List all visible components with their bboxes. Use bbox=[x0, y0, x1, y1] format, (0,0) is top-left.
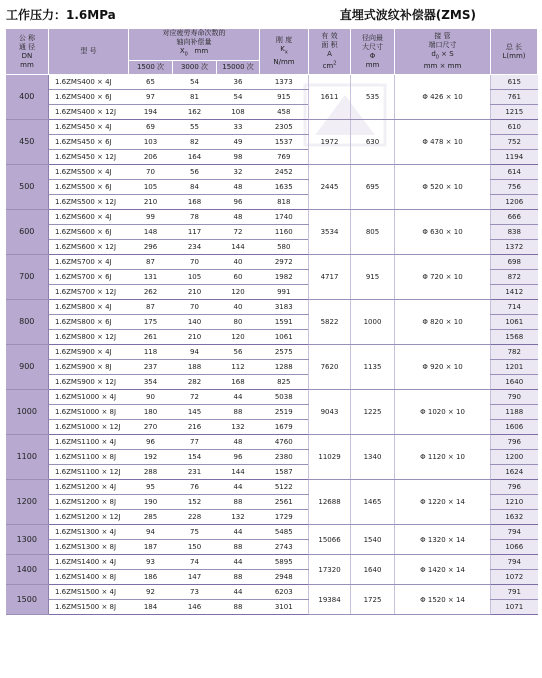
connection-cell: Φ 920 × 10 bbox=[395, 345, 491, 390]
x15000-cell: 40 bbox=[217, 300, 260, 315]
x15000-cell: 88 bbox=[217, 495, 260, 510]
diameter-cell: 695 bbox=[351, 165, 395, 210]
diameter-cell: 1135 bbox=[351, 345, 395, 390]
model-cell: 1.6ZMS1100 × 4J bbox=[49, 435, 129, 450]
model-cell: 1.6ZMS1200 × 12J bbox=[49, 510, 129, 525]
table-row bbox=[6, 480, 538, 495]
area-cell: 19384 bbox=[309, 585, 351, 615]
model-cell: 1.6ZMS1500 × 8J bbox=[49, 600, 129, 615]
length-cell: 756 bbox=[491, 180, 538, 195]
stiffness-cell: 3101 bbox=[260, 600, 309, 615]
model-cell: 1.6ZMS450 × 6J bbox=[49, 135, 129, 150]
area-cell: 7620 bbox=[309, 345, 351, 390]
model-cell: 1.6ZMS1300 × 8J bbox=[49, 540, 129, 555]
x3000-cell: 77 bbox=[173, 435, 217, 450]
x1500-cell: 69 bbox=[129, 120, 173, 135]
model-cell: 1.6ZMS400 × 6J bbox=[49, 90, 129, 105]
length-cell: 1624 bbox=[491, 465, 538, 480]
x3000-cell: 105 bbox=[173, 270, 217, 285]
area-cell: 12688 bbox=[309, 480, 351, 525]
x3000-cell: 168 bbox=[173, 195, 217, 210]
stiffness-cell: 6203 bbox=[260, 585, 309, 600]
x1500-cell: 94 bbox=[129, 525, 173, 540]
x3000-cell: 216 bbox=[173, 420, 217, 435]
length-cell: 838 bbox=[491, 225, 538, 240]
length-cell: 790 bbox=[491, 390, 538, 405]
x15000-cell: 44 bbox=[217, 525, 260, 540]
x3000-cell: 231 bbox=[173, 465, 217, 480]
diameter-cell: 805 bbox=[351, 210, 395, 255]
area-cell: 11029 bbox=[309, 435, 351, 480]
x1500-cell: 87 bbox=[129, 255, 173, 270]
model-cell: 1.6ZMS1200 × 4J bbox=[49, 480, 129, 495]
stiffness-cell: 2948 bbox=[260, 570, 309, 585]
area-cell: 5822 bbox=[309, 300, 351, 345]
x1500-cell: 288 bbox=[129, 465, 173, 480]
x1500-cell: 103 bbox=[129, 135, 173, 150]
area-cell: 3534 bbox=[309, 210, 351, 255]
area-cell: 1972 bbox=[309, 120, 351, 165]
compensation-header: 对应疲劳寿命次数的 轴向补偿量 $X_0$ mm bbox=[129, 29, 260, 61]
stiffness-cell: 915 bbox=[260, 90, 309, 105]
model-cell: 1.6ZMS600 × 12J bbox=[49, 240, 129, 255]
connection-cell: Φ 820 × 10 bbox=[395, 300, 491, 345]
dn-header: 公 称 通 径 DN mm bbox=[6, 29, 49, 75]
x15000-cell: 144 bbox=[217, 465, 260, 480]
x15000-cell: 168 bbox=[217, 375, 260, 390]
connection-cell: Φ 426 × 10 bbox=[395, 75, 491, 120]
x3000-cell: 78 bbox=[173, 210, 217, 225]
stiffness-cell: 991 bbox=[260, 285, 309, 300]
x15000-cell: 88 bbox=[217, 570, 260, 585]
x15000-cell: 108 bbox=[217, 105, 260, 120]
stiffness-cell: 1160 bbox=[260, 225, 309, 240]
connection-cell: Φ 1020 × 10 bbox=[395, 390, 491, 435]
table-row bbox=[6, 165, 538, 180]
x15000-cell: 44 bbox=[217, 480, 260, 495]
length-cell: 1215 bbox=[491, 105, 538, 120]
x15000-cell: 88 bbox=[217, 600, 260, 615]
stiffness-cell: 4760 bbox=[260, 435, 309, 450]
x3000-cell: 76 bbox=[173, 480, 217, 495]
dn-cell: 900 bbox=[6, 345, 49, 390]
diameter-cell: 1340 bbox=[351, 435, 395, 480]
diameter-cell: 1225 bbox=[351, 390, 395, 435]
stiffness-cell: 2972 bbox=[260, 255, 309, 270]
diameter-cell: 1540 bbox=[351, 525, 395, 555]
length-cell: 1072 bbox=[491, 570, 538, 585]
area-cell: 15066 bbox=[309, 525, 351, 555]
stiffness-cell: 2561 bbox=[260, 495, 309, 510]
stiffness-cell: 2575 bbox=[260, 345, 309, 360]
x1500-cell: 87 bbox=[129, 300, 173, 315]
x1500-cell: 190 bbox=[129, 495, 173, 510]
dn-cell: 500 bbox=[6, 165, 49, 210]
model-cell: 1.6ZMS1100 × 12J bbox=[49, 465, 129, 480]
length-cell: 796 bbox=[491, 480, 538, 495]
length-cell: 872 bbox=[491, 270, 538, 285]
x15000-cell: 98 bbox=[217, 150, 260, 165]
cycles-1500-header: 1500 次 bbox=[129, 61, 173, 75]
dn-cell: 600 bbox=[6, 210, 49, 255]
x3000-cell: 145 bbox=[173, 405, 217, 420]
stiffness-cell: 769 bbox=[260, 150, 309, 165]
length-cell: 614 bbox=[491, 165, 538, 180]
x15000-cell: 60 bbox=[217, 270, 260, 285]
diameter-header: 径向最 大尺寸 Φ mm bbox=[351, 29, 395, 75]
dn-cell: 450 bbox=[6, 120, 49, 165]
dn-cell: 700 bbox=[6, 255, 49, 300]
length-cell: 794 bbox=[491, 555, 538, 570]
stiffness-cell: 1537 bbox=[260, 135, 309, 150]
x15000-cell: 48 bbox=[217, 180, 260, 195]
x15000-cell: 120 bbox=[217, 285, 260, 300]
connection-cell: Φ 520 × 10 bbox=[395, 165, 491, 210]
x15000-cell: 112 bbox=[217, 360, 260, 375]
length-header: 总 长 L(mm) bbox=[491, 29, 538, 75]
x1500-cell: 262 bbox=[129, 285, 173, 300]
table-row bbox=[6, 390, 538, 405]
stiffness-cell: 1740 bbox=[260, 210, 309, 225]
table-row bbox=[6, 255, 538, 270]
model-cell: 1.6ZMS1100 × 8J bbox=[49, 450, 129, 465]
length-cell: 794 bbox=[491, 525, 538, 540]
length-cell: 1412 bbox=[491, 285, 538, 300]
x3000-cell: 82 bbox=[173, 135, 217, 150]
x1500-cell: 70 bbox=[129, 165, 173, 180]
dn-cell: 800 bbox=[6, 300, 49, 345]
length-cell: 1066 bbox=[491, 540, 538, 555]
model-cell: 1.6ZMS1400 × 8J bbox=[49, 570, 129, 585]
stiffness-cell: 1635 bbox=[260, 180, 309, 195]
connection-cell: Φ 1220 × 14 bbox=[395, 480, 491, 525]
x3000-cell: 55 bbox=[173, 120, 217, 135]
x1500-cell: 148 bbox=[129, 225, 173, 240]
x3000-cell: 210 bbox=[173, 330, 217, 345]
x3000-cell: 210 bbox=[173, 285, 217, 300]
connection-cell: Φ 1420 × 14 bbox=[395, 555, 491, 585]
model-cell: 1.6ZMS900 × 4J bbox=[49, 345, 129, 360]
stiffness-cell: 1288 bbox=[260, 360, 309, 375]
x3000-cell: 117 bbox=[173, 225, 217, 240]
diameter-cell: 535 bbox=[351, 75, 395, 120]
diameter-cell: 1465 bbox=[351, 480, 395, 525]
stiffness-cell: 3183 bbox=[260, 300, 309, 315]
length-cell: 796 bbox=[491, 435, 538, 450]
diameter-cell: 1640 bbox=[351, 555, 395, 585]
length-cell: 1061 bbox=[491, 315, 538, 330]
x1500-cell: 92 bbox=[129, 585, 173, 600]
connection-cell: Φ 630 × 10 bbox=[395, 210, 491, 255]
model-cell: 1.6ZMS600 × 6J bbox=[49, 225, 129, 240]
model-cell: 1.6ZMS400 × 12J bbox=[49, 105, 129, 120]
model-cell: 1.6ZMS800 × 6J bbox=[49, 315, 129, 330]
model-cell: 1.6ZMS700 × 4J bbox=[49, 255, 129, 270]
length-cell: 761 bbox=[491, 90, 538, 105]
length-cell: 1372 bbox=[491, 240, 538, 255]
x15000-cell: 96 bbox=[217, 450, 260, 465]
connection-cell: Φ 1320 × 14 bbox=[395, 525, 491, 555]
length-cell: 1210 bbox=[491, 495, 538, 510]
x3000-cell: 74 bbox=[173, 555, 217, 570]
length-cell: 610 bbox=[491, 120, 538, 135]
stiffness-cell: 1373 bbox=[260, 75, 309, 90]
x15000-cell: 96 bbox=[217, 195, 260, 210]
connection-cell: Φ 478 × 10 bbox=[395, 120, 491, 165]
dn-cell: 1500 bbox=[6, 585, 49, 615]
model-header: 型 号 bbox=[49, 29, 129, 75]
x3000-cell: 81 bbox=[173, 90, 217, 105]
length-cell: 1632 bbox=[491, 510, 538, 525]
stiffness-cell: 1679 bbox=[260, 420, 309, 435]
stiffness-cell: 5485 bbox=[260, 525, 309, 540]
spec-table bbox=[5, 28, 538, 615]
model-cell: 1.6ZMS800 × 12J bbox=[49, 330, 129, 345]
x1500-cell: 270 bbox=[129, 420, 173, 435]
diameter-cell: 1000 bbox=[351, 300, 395, 345]
x3000-cell: 54 bbox=[173, 75, 217, 90]
stiffness-cell: 2743 bbox=[260, 540, 309, 555]
x1500-cell: 99 bbox=[129, 210, 173, 225]
x3000-cell: 70 bbox=[173, 300, 217, 315]
model-cell: 1.6ZMS500 × 12J bbox=[49, 195, 129, 210]
x15000-cell: 88 bbox=[217, 540, 260, 555]
stiffness-cell: 1982 bbox=[260, 270, 309, 285]
model-cell: 1.6ZMS800 × 4J bbox=[49, 300, 129, 315]
x15000-cell: 32 bbox=[217, 165, 260, 180]
table-row bbox=[6, 435, 538, 450]
x1500-cell: 175 bbox=[129, 315, 173, 330]
x15000-cell: 44 bbox=[217, 555, 260, 570]
stiffness-cell: 2305 bbox=[260, 120, 309, 135]
cycles-3000-header: 3000 次 bbox=[173, 61, 217, 75]
x15000-cell: 132 bbox=[217, 420, 260, 435]
x3000-cell: 152 bbox=[173, 495, 217, 510]
x15000-cell: 54 bbox=[217, 90, 260, 105]
table-row bbox=[6, 555, 538, 570]
length-cell: 1071 bbox=[491, 600, 538, 615]
area-cell: 9043 bbox=[309, 390, 351, 435]
x15000-cell: 56 bbox=[217, 345, 260, 360]
x1500-cell: 118 bbox=[129, 345, 173, 360]
length-cell: 1640 bbox=[491, 375, 538, 390]
area-cell: 1611 bbox=[309, 75, 351, 120]
length-cell: 752 bbox=[491, 135, 538, 150]
page-header bbox=[0, 6, 542, 24]
x15000-cell: 132 bbox=[217, 510, 260, 525]
stiffness-cell: 580 bbox=[260, 240, 309, 255]
length-cell: 666 bbox=[491, 210, 538, 225]
area-header: 有 效 面 积 A $cm^2$ bbox=[309, 29, 351, 75]
model-cell: 1.6ZMS1000 × 4J bbox=[49, 390, 129, 405]
stiffness-cell: 818 bbox=[260, 195, 309, 210]
model-cell: 1.6ZMS1000 × 12J bbox=[49, 420, 129, 435]
table-row bbox=[6, 210, 538, 225]
x1500-cell: 194 bbox=[129, 105, 173, 120]
x3000-cell: 234 bbox=[173, 240, 217, 255]
x1500-cell: 90 bbox=[129, 390, 173, 405]
model-cell: 1.6ZMS400 × 4J bbox=[49, 75, 129, 90]
working-pressure-label: 工作压力：1.6MPa bbox=[6, 8, 116, 22]
x1500-cell: 206 bbox=[129, 150, 173, 165]
model-cell: 1.6ZMS700 × 6J bbox=[49, 270, 129, 285]
stiffness-cell: 1591 bbox=[260, 315, 309, 330]
dn-cell: 400 bbox=[6, 75, 49, 120]
x3000-cell: 140 bbox=[173, 315, 217, 330]
x15000-cell: 80 bbox=[217, 315, 260, 330]
stiffness-header: 刚 度 $K_x$ N/mm bbox=[260, 29, 309, 75]
model-cell: 1.6ZMS600 × 4J bbox=[49, 210, 129, 225]
model-cell: 1.6ZMS700 × 12J bbox=[49, 285, 129, 300]
length-cell: 1200 bbox=[491, 450, 538, 465]
table-row bbox=[6, 345, 538, 360]
connection-cell: Φ 720 × 10 bbox=[395, 255, 491, 300]
x15000-cell: 33 bbox=[217, 120, 260, 135]
x1500-cell: 95 bbox=[129, 480, 173, 495]
x3000-cell: 94 bbox=[173, 345, 217, 360]
length-cell: 1606 bbox=[491, 420, 538, 435]
table-row bbox=[6, 585, 538, 600]
stiffness-cell: 458 bbox=[260, 105, 309, 120]
x1500-cell: 96 bbox=[129, 435, 173, 450]
length-cell: 615 bbox=[491, 75, 538, 90]
model-cell: 1.6ZMS1400 × 4J bbox=[49, 555, 129, 570]
connection-header: 接 管 端口尺寸 $d_0 \times S$ mm × mm bbox=[395, 29, 491, 75]
x15000-cell: 120 bbox=[217, 330, 260, 345]
model-cell: 1.6ZMS1300 × 4J bbox=[49, 525, 129, 540]
x15000-cell: 48 bbox=[217, 435, 260, 450]
x1500-cell: 97 bbox=[129, 90, 173, 105]
x15000-cell: 49 bbox=[217, 135, 260, 150]
x1500-cell: 261 bbox=[129, 330, 173, 345]
stiffness-cell: 2452 bbox=[260, 165, 309, 180]
x1500-cell: 180 bbox=[129, 405, 173, 420]
x3000-cell: 73 bbox=[173, 585, 217, 600]
stiffness-cell: 825 bbox=[260, 375, 309, 390]
product-title: 直埋式波纹补偿器(ZMS) bbox=[339, 8, 476, 22]
stiffness-cell: 1061 bbox=[260, 330, 309, 345]
x1500-cell: 354 bbox=[129, 375, 173, 390]
stiffness-cell: 5122 bbox=[260, 480, 309, 495]
diameter-cell: 1725 bbox=[351, 585, 395, 615]
x1500-cell: 192 bbox=[129, 450, 173, 465]
x1500-cell: 285 bbox=[129, 510, 173, 525]
stiffness-cell: 5038 bbox=[260, 390, 309, 405]
x1500-cell: 105 bbox=[129, 180, 173, 195]
dn-cell: 1000 bbox=[6, 390, 49, 435]
x15000-cell: 44 bbox=[217, 585, 260, 600]
diameter-cell: 630 bbox=[351, 120, 395, 165]
length-cell: 1201 bbox=[491, 360, 538, 375]
x1500-cell: 184 bbox=[129, 600, 173, 615]
dn-cell: 1400 bbox=[6, 555, 49, 585]
x15000-cell: 40 bbox=[217, 255, 260, 270]
length-cell: 791 bbox=[491, 585, 538, 600]
stiffness-cell: 1729 bbox=[260, 510, 309, 525]
dn-cell: 1100 bbox=[6, 435, 49, 480]
stiffness-cell: 2519 bbox=[260, 405, 309, 420]
table-row bbox=[6, 75, 538, 90]
length-cell: 1188 bbox=[491, 405, 538, 420]
x3000-cell: 162 bbox=[173, 105, 217, 120]
area-cell: 2445 bbox=[309, 165, 351, 210]
x15000-cell: 88 bbox=[217, 405, 260, 420]
x15000-cell: 48 bbox=[217, 210, 260, 225]
x3000-cell: 188 bbox=[173, 360, 217, 375]
x1500-cell: 187 bbox=[129, 540, 173, 555]
x15000-cell: 144 bbox=[217, 240, 260, 255]
x3000-cell: 84 bbox=[173, 180, 217, 195]
length-cell: 782 bbox=[491, 345, 538, 360]
x3000-cell: 154 bbox=[173, 450, 217, 465]
x1500-cell: 210 bbox=[129, 195, 173, 210]
table-row bbox=[6, 300, 538, 315]
stiffness-cell: 2380 bbox=[260, 450, 309, 465]
model-cell: 1.6ZMS1200 × 8J bbox=[49, 495, 129, 510]
table-row bbox=[6, 525, 538, 540]
x3000-cell: 72 bbox=[173, 390, 217, 405]
x3000-cell: 228 bbox=[173, 510, 217, 525]
length-cell: 698 bbox=[491, 255, 538, 270]
length-cell: 1194 bbox=[491, 150, 538, 165]
x1500-cell: 131 bbox=[129, 270, 173, 285]
model-cell: 1.6ZMS900 × 8J bbox=[49, 360, 129, 375]
model-cell: 1.6ZMS900 × 12J bbox=[49, 375, 129, 390]
dn-cell: 1300 bbox=[6, 525, 49, 555]
area-cell: 4717 bbox=[309, 255, 351, 300]
x1500-cell: 93 bbox=[129, 555, 173, 570]
model-cell: 1.6ZMS500 × 6J bbox=[49, 180, 129, 195]
x15000-cell: 44 bbox=[217, 390, 260, 405]
table-row bbox=[6, 120, 538, 135]
x3000-cell: 164 bbox=[173, 150, 217, 165]
x3000-cell: 56 bbox=[173, 165, 217, 180]
stiffness-cell: 1587 bbox=[260, 465, 309, 480]
connection-cell: Φ 1120 × 10 bbox=[395, 435, 491, 480]
x1500-cell: 237 bbox=[129, 360, 173, 375]
x15000-cell: 36 bbox=[217, 75, 260, 90]
x3000-cell: 282 bbox=[173, 375, 217, 390]
x3000-cell: 146 bbox=[173, 600, 217, 615]
length-cell: 1206 bbox=[491, 195, 538, 210]
model-cell: 1.6ZMS1500 × 4J bbox=[49, 585, 129, 600]
dn-cell: 1200 bbox=[6, 480, 49, 525]
x1500-cell: 296 bbox=[129, 240, 173, 255]
length-cell: 1568 bbox=[491, 330, 538, 345]
model-cell: 1.6ZMS450 × 12J bbox=[49, 150, 129, 165]
x3000-cell: 147 bbox=[173, 570, 217, 585]
diameter-cell: 915 bbox=[351, 255, 395, 300]
stiffness-cell: 5895 bbox=[260, 555, 309, 570]
x3000-cell: 70 bbox=[173, 255, 217, 270]
model-cell: 1.6ZMS1000 × 8J bbox=[49, 405, 129, 420]
model-cell: 1.6ZMS450 × 4J bbox=[49, 120, 129, 135]
model-cell: 1.6ZMS500 × 4J bbox=[49, 165, 129, 180]
x3000-cell: 150 bbox=[173, 540, 217, 555]
connection-cell: Φ 1520 × 14 bbox=[395, 585, 491, 615]
length-cell: 714 bbox=[491, 300, 538, 315]
area-cell: 17320 bbox=[309, 555, 351, 585]
x15000-cell: 72 bbox=[217, 225, 260, 240]
cycles-15000-header: 15000 次 bbox=[217, 61, 260, 75]
x3000-cell: 75 bbox=[173, 525, 217, 540]
x1500-cell: 65 bbox=[129, 75, 173, 90]
x1500-cell: 186 bbox=[129, 570, 173, 585]
